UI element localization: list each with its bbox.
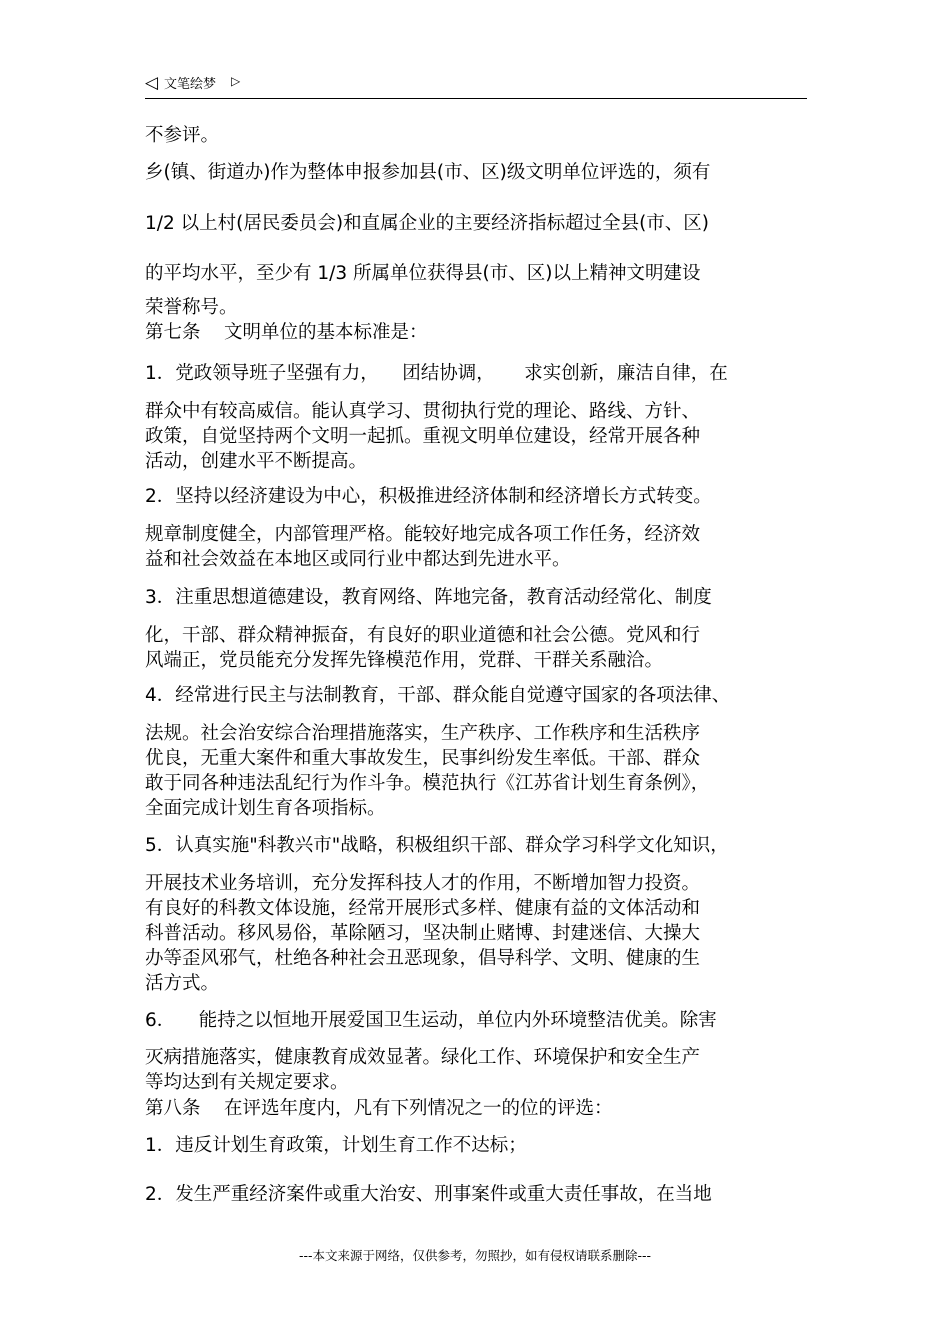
text-line: 6． 能持之以恒地开展爱国卫生运动，单位内外环境整洁优美。除害 (145, 1010, 717, 1031)
text-line: 4．经常进行民主与法制教育，干部、群众能自觉遵守国家的各项法律、 (145, 685, 731, 706)
page-header (145, 72, 807, 99)
text-line: 开展技术业务培训，充分发挥科技人才的作用，不断增加智力投资。 (145, 873, 701, 894)
text-line: 5．认真实施"科教兴市"战略，积极组织干部、群众学习科学文化知识， (145, 835, 729, 856)
text-line: 益和社会效益在本地区或同行业中都达到先进水平。 (145, 549, 571, 570)
text-line: 有良好的科教文体设施，经常开展形式多样、健康有益的文体活动和 (145, 898, 701, 919)
text-line: 办等歪风邪气，杜绝各种社会丑恶现象，倡导科学、文明、健康的生 (145, 948, 701, 969)
text-line: 不参评。 (145, 125, 220, 146)
text-line: 2．发生严重经济案件或重大治安、刑事案件或重大责任事故，在当地 (145, 1184, 712, 1205)
triangle-left-icon: ◁ (145, 73, 159, 93)
text-line: 全面完成计划生育各项指标。 (145, 798, 386, 819)
text-line: 的平均水平，至少有 1/3 所属单位获得县(市、区)以上精神文明建设 (145, 263, 701, 284)
text-line: 1．党政领导班子坚强有力， 团结协调， 求实创新，廉洁自律，在 (145, 363, 728, 384)
text-line: 群众中有较高威信。能认真学习、贯彻执行党的理论、路线、方针、 (145, 401, 701, 422)
text-line: 1．违反计划生育政策，计划生育工作不达标； (145, 1135, 527, 1156)
triangle-right-icon: ▷ (231, 74, 241, 88)
text-line: 敢于同各种违法乱纪行为作斗争。模范执行《江苏省计划生育条例》， (145, 773, 710, 794)
text-line: 科普活动。移风易俗，革除陋习，坚决制止赌博、封建迷信、大操大 (145, 923, 701, 944)
text-line: 第七条 文明单位的基本标准是： (145, 322, 428, 343)
text-line: 2．坚持以经济建设为中心，积极推进经济体制和经济增长方式转变。 (145, 486, 712, 507)
text-line: 荣誉称号。 (145, 297, 238, 318)
text-line: 灭病措施落实，健康教育成效显著。绿化工作、环境保护和安全生产 (145, 1047, 701, 1068)
page-footer: ---本文来源于网络，仅供参考，勿照抄，如有侵权请联系删除--- (298, 1248, 652, 1263)
text-line: 等均达到有关规定要求。 (145, 1072, 349, 1093)
text-line: 1/2 以上村(居民委员会)和直属企业的主要经济指标超过全县(市、区) (145, 213, 710, 234)
text-line: 政策，自觉坚持两个文明一起抓。重视文明单位建设，经常开展各种 (145, 426, 701, 447)
text-line: 3．注重思想道德建设，教育网络、阵地完备，教育活动经常化、制度 (145, 587, 712, 608)
header-brand: 文笔绘梦 (164, 77, 217, 92)
text-line: 化，干部、群众精神振奋，有良好的职业道德和社会公德。党风和行 (145, 625, 701, 646)
text-line: 法规。社会治安综合治理措施落实，生产秩序、工作秩序和生活秩序 (145, 723, 701, 744)
text-line: 活方式。 (145, 973, 220, 994)
text-line: 规章制度健全，内部管理严格。能较好地完成各项工作任务，经济效 (145, 524, 701, 545)
text-line: 风端正，党员能充分发挥先锋模范作用，党群、干群关系融洽。 (145, 650, 664, 671)
text-line: 活动，创建水平不断提高。 (145, 451, 368, 472)
text-line: 乡(镇、街道办)作为整体申报参加县(市、区)级文明单位评选的，须有 (145, 162, 711, 183)
text-line: 第八条 在评选年度内，凡有下列情况之一的位的评选： (145, 1098, 613, 1119)
text-line: 优良，无重大案件和重大事故发生，民事纠纷发生率低。干部、群众 (145, 748, 701, 769)
